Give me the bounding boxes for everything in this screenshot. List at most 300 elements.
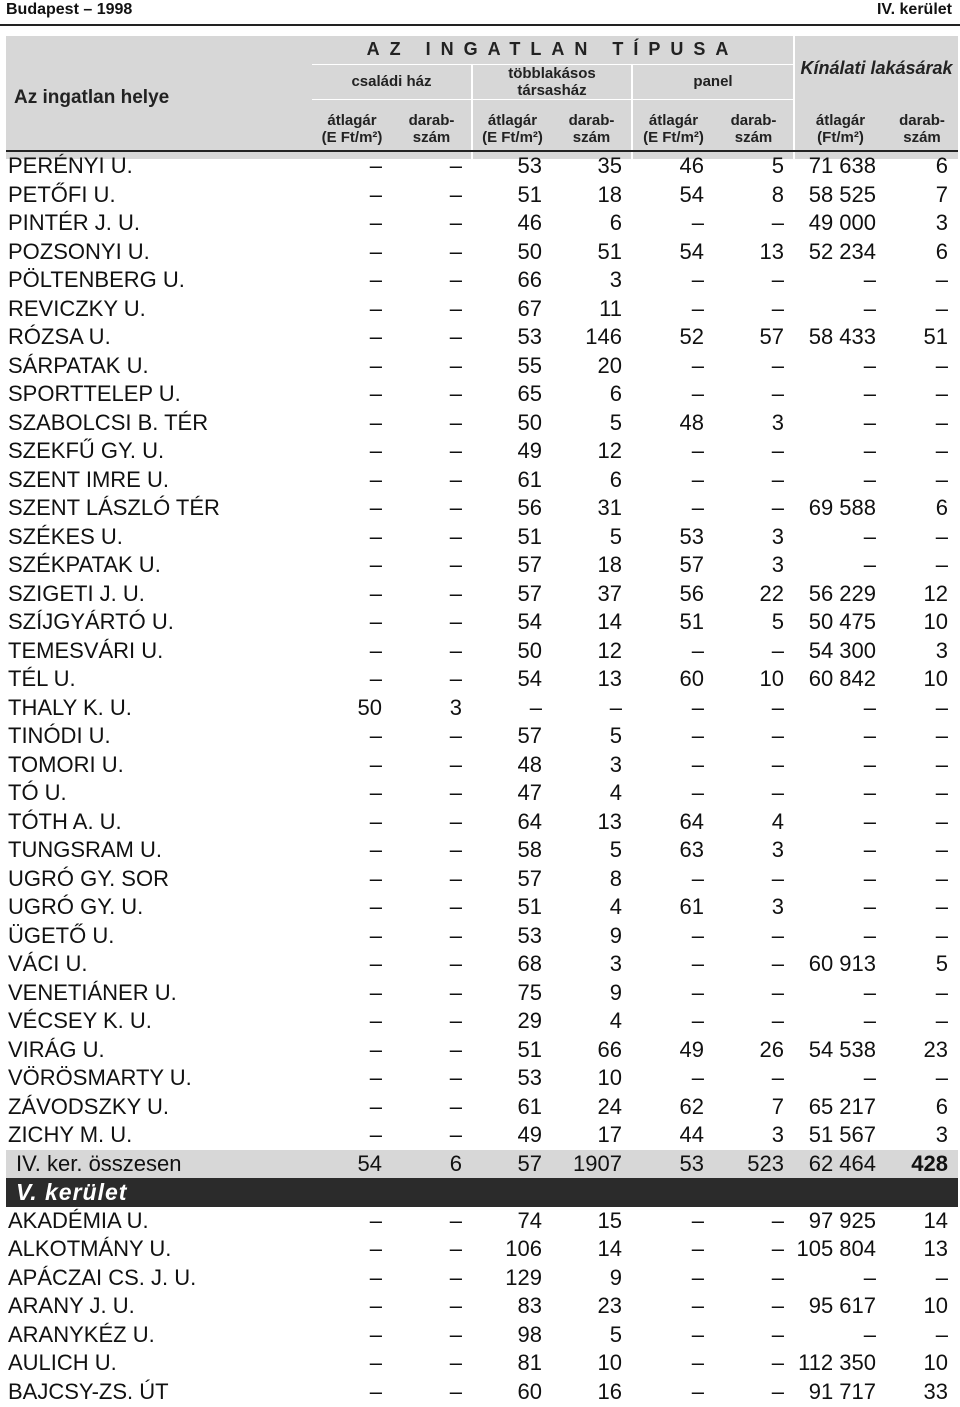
table-cell: 14: [597, 609, 622, 635]
table-cell: –: [691, 267, 704, 293]
table-cell: 54: [517, 666, 542, 692]
table-cell: –: [691, 1008, 704, 1034]
table-cell: 5: [771, 153, 784, 179]
table-row: [6, 466, 958, 495]
table-cell: 13: [597, 808, 622, 834]
table-cell: 61: [517, 466, 542, 492]
table-row: [6, 808, 958, 837]
street-name: ALKOTMÁNY U.: [8, 1236, 172, 1262]
street-name: BAJCSY-ZS. ÚT: [8, 1378, 169, 1404]
table-cell: –: [449, 1378, 462, 1404]
table-cell: –: [449, 210, 462, 236]
table-cell: –: [935, 409, 948, 435]
table-cell: –: [449, 580, 462, 606]
table-row: [6, 893, 958, 922]
table-cell: –: [369, 1236, 382, 1262]
table-cell: –: [369, 1264, 382, 1290]
street-name: TUNGSRAM U.: [8, 837, 162, 863]
table-cell: –: [863, 979, 876, 1005]
table-cell: 18: [597, 181, 622, 207]
street-name: RÓZSA U.: [8, 324, 111, 350]
table-cell: –: [771, 723, 784, 749]
table-cell: 8: [771, 181, 784, 207]
table-cell: 75: [517, 979, 542, 1005]
table-cell: 3: [771, 894, 784, 920]
table-cell: –: [935, 352, 948, 378]
table-cell: 18: [597, 552, 622, 578]
table-cell: –: [369, 153, 382, 179]
table-cell: 52 234: [808, 238, 876, 264]
table-cell: 3: [609, 267, 622, 293]
table-row: [6, 494, 958, 523]
table-cell: –: [771, 637, 784, 663]
table-header: [6, 36, 958, 159]
street-name: VENETIÁNER U.: [8, 979, 177, 1005]
count-header: darab-szám: [730, 112, 777, 147]
count-header: darab-szám: [568, 112, 615, 147]
table-cell: –: [449, 723, 462, 749]
table-cell: –: [369, 1207, 382, 1233]
table-cell: 22: [759, 580, 784, 606]
table-cell: 12: [597, 637, 622, 663]
table-row: [6, 1292, 958, 1321]
table-cell: –: [771, 1207, 784, 1233]
count-header: darab-szám: [408, 112, 455, 147]
table-cell: –: [449, 780, 462, 806]
table-cell: –: [369, 523, 382, 549]
table-cell: –: [369, 837, 382, 863]
table-cell: 6: [609, 466, 622, 492]
table-cell: –: [369, 1378, 382, 1404]
table-cell: 13: [597, 666, 622, 692]
table-cell: 23: [597, 1293, 622, 1319]
table-cell: –: [369, 751, 382, 777]
table-cell: –: [691, 1264, 704, 1290]
street-name: VIRÁG U.: [8, 1036, 105, 1062]
table-cell: 55: [517, 352, 542, 378]
table-cell: 47: [517, 780, 542, 806]
table-cell: 95 617: [808, 1293, 876, 1319]
table-cell: –: [863, 780, 876, 806]
table-cell: 56 229: [808, 580, 876, 606]
table-cell: –: [449, 922, 462, 948]
table-cell: 62: [679, 1093, 704, 1119]
table-cell: –: [771, 780, 784, 806]
table-cell: –: [691, 1293, 704, 1319]
table-cell: 3: [935, 1122, 948, 1148]
table-cell: 3: [771, 409, 784, 435]
table-row: [6, 950, 958, 979]
table-cell: 10: [923, 1350, 948, 1376]
table-cell: –: [369, 352, 382, 378]
table-cell: 71 638: [808, 153, 876, 179]
table-cell: –: [771, 751, 784, 777]
table-cell: 53: [517, 1065, 542, 1091]
table-cell: –: [449, 1264, 462, 1290]
table-cell: –: [771, 210, 784, 236]
table-cell: 10: [597, 1350, 622, 1376]
table-cell: –: [863, 352, 876, 378]
table-cell: 5: [935, 951, 948, 977]
street-name: POZSONYI U.: [8, 238, 150, 264]
table-cell: 4: [609, 780, 622, 806]
table-row: [6, 1207, 958, 1236]
table-cell: 5: [771, 609, 784, 635]
table-cell: –: [449, 1065, 462, 1091]
table-cell: 50: [517, 238, 542, 264]
table-cell: –: [449, 438, 462, 464]
table-cell: –: [863, 466, 876, 492]
table-cell: 129: [505, 1264, 542, 1290]
table-cell: 6: [935, 1093, 948, 1119]
table-cell: 53: [632, 1150, 714, 1179]
table-cell: –: [935, 1264, 948, 1290]
table-cell: –: [691, 352, 704, 378]
table-cell: 50 475: [808, 609, 876, 635]
table-cell: –: [771, 466, 784, 492]
table-cell: –: [369, 295, 382, 321]
table-cell: –: [369, 1008, 382, 1034]
street-name: AKADÉMIA U.: [8, 1207, 149, 1233]
table-cell: –: [369, 181, 382, 207]
table-cell: 61: [517, 1093, 542, 1119]
count-header: darab-szám: [899, 112, 945, 146]
table-cell: –: [935, 894, 948, 920]
table-cell: 51: [517, 1036, 542, 1062]
table-cell: –: [369, 438, 382, 464]
table-cell: –: [771, 1378, 784, 1404]
street-name: TEMESVÁRI U.: [8, 637, 164, 663]
place-column-header: Az ingatlan helye: [14, 86, 170, 108]
table-cell: 56: [517, 495, 542, 521]
table-cell: 3: [935, 210, 948, 236]
table-cell: –: [449, 751, 462, 777]
table-cell: –: [863, 808, 876, 834]
table-cell: –: [449, 153, 462, 179]
table-cell: –: [691, 922, 704, 948]
table-cell: 49: [679, 1036, 704, 1062]
table-cell: –: [863, 837, 876, 863]
table-cell: 10: [923, 1293, 948, 1319]
table-cell: –: [771, 1264, 784, 1290]
table-cell: –: [691, 865, 704, 891]
street-name: PÖLTENBERG U.: [8, 267, 185, 293]
table-cell: 60: [517, 1378, 542, 1404]
table-cell: –: [449, 295, 462, 321]
table-cell: –: [935, 1321, 948, 1347]
street-name: SZENT LÁSZLÓ TÉR: [8, 495, 220, 521]
table-cell: –: [449, 837, 462, 863]
table-cell: 58 433: [808, 324, 876, 350]
table-cell: 5: [609, 523, 622, 549]
table-row: [6, 922, 958, 951]
table-cell: –: [935, 723, 948, 749]
table-cell: –: [691, 979, 704, 1005]
table-cell: –: [369, 466, 382, 492]
table-cell: –: [691, 1321, 704, 1347]
table-cell: –: [369, 865, 382, 891]
table-row: [6, 1064, 958, 1093]
group-family-house: családi ház: [312, 64, 472, 99]
table-cell: –: [771, 495, 784, 521]
table-cell: 57: [759, 324, 784, 350]
table-cell: –: [691, 1065, 704, 1091]
table-cell: –: [771, 438, 784, 464]
table-cell: 57: [517, 580, 542, 606]
table-cell: 81: [517, 1350, 542, 1376]
table-cell: 6: [935, 495, 948, 521]
table-cell: –: [369, 1093, 382, 1119]
table-cell: –: [449, 1293, 462, 1319]
table-cell: –: [449, 466, 462, 492]
table-cell: 14: [923, 1207, 948, 1233]
table-cell: –: [771, 381, 784, 407]
street-name: VÉCSEY K. U.: [8, 1008, 152, 1034]
table-row: [6, 295, 958, 324]
table-cell: 63: [679, 837, 704, 863]
table-cell: 58 525: [808, 181, 876, 207]
table-cell: –: [449, 1008, 462, 1034]
street-name: PETŐFI U.: [8, 181, 116, 207]
table-cell: 64: [679, 808, 704, 834]
table-cell: –: [369, 666, 382, 692]
table-cell: –: [935, 295, 948, 321]
table-cell: –: [771, 951, 784, 977]
table-cell: 6: [935, 153, 948, 179]
table-cell: 62 464: [794, 1150, 886, 1179]
table-row: [6, 352, 958, 381]
table-cell: –: [369, 979, 382, 1005]
table-cell: –: [449, 523, 462, 549]
table-cell: 57: [517, 552, 542, 578]
table-cell: –: [863, 409, 876, 435]
table-cell: –: [691, 780, 704, 806]
offer-prices-title: Kínálati lakásárak: [794, 36, 958, 99]
table-cell: –: [449, 381, 462, 407]
table-cell: –: [935, 381, 948, 407]
table-cell: 57: [679, 552, 704, 578]
table-cell: 65: [517, 381, 542, 407]
table-cell: 5: [609, 837, 622, 863]
table-cell: –: [691, 438, 704, 464]
table-row: [6, 266, 958, 295]
table-cell: –: [863, 1321, 876, 1347]
table-cell: 64: [517, 808, 542, 834]
table-cell: 26: [759, 1036, 784, 1062]
table-cell: 37: [597, 580, 622, 606]
table-cell: –: [449, 609, 462, 635]
street-name: TÉL U.: [8, 666, 76, 692]
table-cell: –: [863, 381, 876, 407]
table-cell: –: [771, 979, 784, 1005]
table-cell: 61: [679, 894, 704, 920]
table-row: [6, 580, 958, 609]
table-cell: 46: [517, 210, 542, 236]
table-row: [6, 1264, 958, 1293]
table-cell: 67: [517, 295, 542, 321]
table-row: [6, 409, 958, 438]
table-cell: –: [771, 1065, 784, 1091]
table-cell: –: [863, 865, 876, 891]
table-cell: 5: [609, 1321, 622, 1347]
table-cell: –: [863, 438, 876, 464]
table-row: [6, 865, 958, 894]
table-row: [6, 665, 958, 694]
table-cell: 33: [923, 1378, 948, 1404]
table-cell: 50: [517, 409, 542, 435]
table-cell: –: [369, 552, 382, 578]
table-cell: 52: [679, 324, 704, 350]
table-cell: 3: [771, 523, 784, 549]
table-cell: 60 842: [808, 666, 876, 692]
street-name: TOMORI U.: [8, 751, 124, 777]
table-cell: –: [935, 694, 948, 720]
page-header: [0, 0, 960, 26]
street-name: ZICHY M. U.: [8, 1122, 133, 1148]
table-cell: –: [691, 1350, 704, 1376]
table-cell: –: [691, 951, 704, 977]
table-cell: 54: [679, 238, 704, 264]
table-cell: –: [863, 523, 876, 549]
table-cell: –: [369, 1122, 382, 1148]
table-cell: 106: [505, 1236, 542, 1262]
table-cell: –: [369, 922, 382, 948]
table-cell: –: [449, 552, 462, 578]
table-cell: –: [449, 238, 462, 264]
street-name: VÖRÖSMARTY U.: [8, 1065, 192, 1091]
table-cell: –: [609, 694, 622, 720]
table-cell: 10: [923, 666, 948, 692]
table-row: [6, 209, 958, 238]
table-cell: –: [863, 751, 876, 777]
table-cell: 12: [597, 438, 622, 464]
table-cell: –: [771, 267, 784, 293]
table-cell: –: [449, 979, 462, 1005]
street-name: ÜGETŐ U.: [8, 922, 115, 948]
table-cell: –: [691, 381, 704, 407]
street-name: SPORTTELEP U.: [8, 381, 181, 407]
table-row: [6, 1349, 958, 1378]
table-cell: –: [449, 951, 462, 977]
table-cell: 54: [517, 609, 542, 635]
table-cell: –: [369, 894, 382, 920]
table-cell: –: [369, 409, 382, 435]
avg-price-header: átlagár (E Ft/m²): [321, 112, 383, 147]
street-name: VÁCI U.: [8, 951, 88, 977]
section-title: V. kerület: [6, 1178, 958, 1207]
avg-price-header: átlagár (Ft/m²): [794, 99, 886, 159]
table-cell: 51: [679, 609, 704, 635]
table-cell: –: [369, 238, 382, 264]
table-cell: 50: [517, 637, 542, 663]
table-row: [6, 152, 958, 181]
table-row: [6, 323, 958, 352]
table-cell: –: [863, 922, 876, 948]
street-name: SZÉKES U.: [8, 523, 123, 549]
table-cell: –: [691, 210, 704, 236]
table-cell: 7: [771, 1093, 784, 1119]
table-cell: –: [449, 865, 462, 891]
table-cell: 31: [597, 495, 622, 521]
table-cell: 54: [679, 181, 704, 207]
table-cell: –: [935, 865, 948, 891]
table-cell: –: [935, 1008, 948, 1034]
table-body: [6, 152, 958, 1406]
table-cell: –: [449, 324, 462, 350]
table-cell: –: [935, 780, 948, 806]
table-cell: –: [369, 1321, 382, 1347]
street-name: APÁCZAI CS. J. U.: [8, 1264, 197, 1290]
table-cell: 13: [759, 238, 784, 264]
table-cell: 14: [597, 1236, 622, 1262]
table-cell: –: [369, 637, 382, 663]
table-cell: –: [935, 837, 948, 863]
table-cell: –: [369, 1350, 382, 1376]
table-cell: 60 913: [808, 951, 876, 977]
table-cell: 56: [679, 580, 704, 606]
table-cell: –: [863, 267, 876, 293]
table-cell: 74: [517, 1207, 542, 1233]
street-name: UGRÓ GY. SOR: [8, 865, 169, 891]
table-cell: 53: [679, 523, 704, 549]
table-cell: –: [691, 751, 704, 777]
table-cell: –: [369, 1293, 382, 1319]
street-name: SZENT IMRE U.: [8, 466, 169, 492]
table-cell: 146: [585, 324, 622, 350]
table-cell: –: [449, 1093, 462, 1119]
street-name: REVICZKY U.: [8, 295, 146, 321]
table-cell: 49: [517, 438, 542, 464]
table-cell: 91 717: [808, 1378, 876, 1404]
table-cell: –: [449, 495, 462, 521]
table-cell: 3: [771, 1122, 784, 1148]
table-cell: –: [771, 1293, 784, 1319]
table-cell: 58: [517, 837, 542, 863]
table-cell: 11: [599, 295, 622, 321]
table-cell: –: [369, 210, 382, 236]
table-row: [6, 779, 958, 808]
table-cell: 3: [935, 637, 948, 663]
street-name: ARANYKÉZ U.: [8, 1321, 155, 1347]
table-row: [6, 979, 958, 1008]
table-cell: –: [691, 637, 704, 663]
table-row: [6, 1093, 958, 1122]
table-cell: –: [449, 637, 462, 663]
table-cell: –: [863, 552, 876, 578]
table-cell: –: [935, 267, 948, 293]
table-row: [6, 551, 958, 580]
table-cell: 53: [517, 324, 542, 350]
table-row: [6, 1007, 958, 1036]
table-cell: –: [771, 865, 784, 891]
table-cell: 23: [923, 1036, 948, 1062]
table-cell: 51 567: [808, 1122, 876, 1148]
table-cell: 8: [609, 865, 622, 891]
table-cell: –: [449, 1321, 462, 1347]
table-cell: –: [449, 409, 462, 435]
table-cell: –: [369, 1065, 382, 1091]
table-cell: 10: [759, 666, 784, 692]
table-cell: 98: [517, 1321, 542, 1347]
street-name: AULICH U.: [8, 1350, 117, 1376]
table-cell: 49: [517, 1122, 542, 1148]
table-cell: 50: [357, 694, 382, 720]
table-cell: 68: [517, 951, 542, 977]
table-cell: 66: [517, 267, 542, 293]
table-cell: –: [771, 295, 784, 321]
table-cell: –: [863, 723, 876, 749]
table-cell: 16: [597, 1378, 622, 1404]
